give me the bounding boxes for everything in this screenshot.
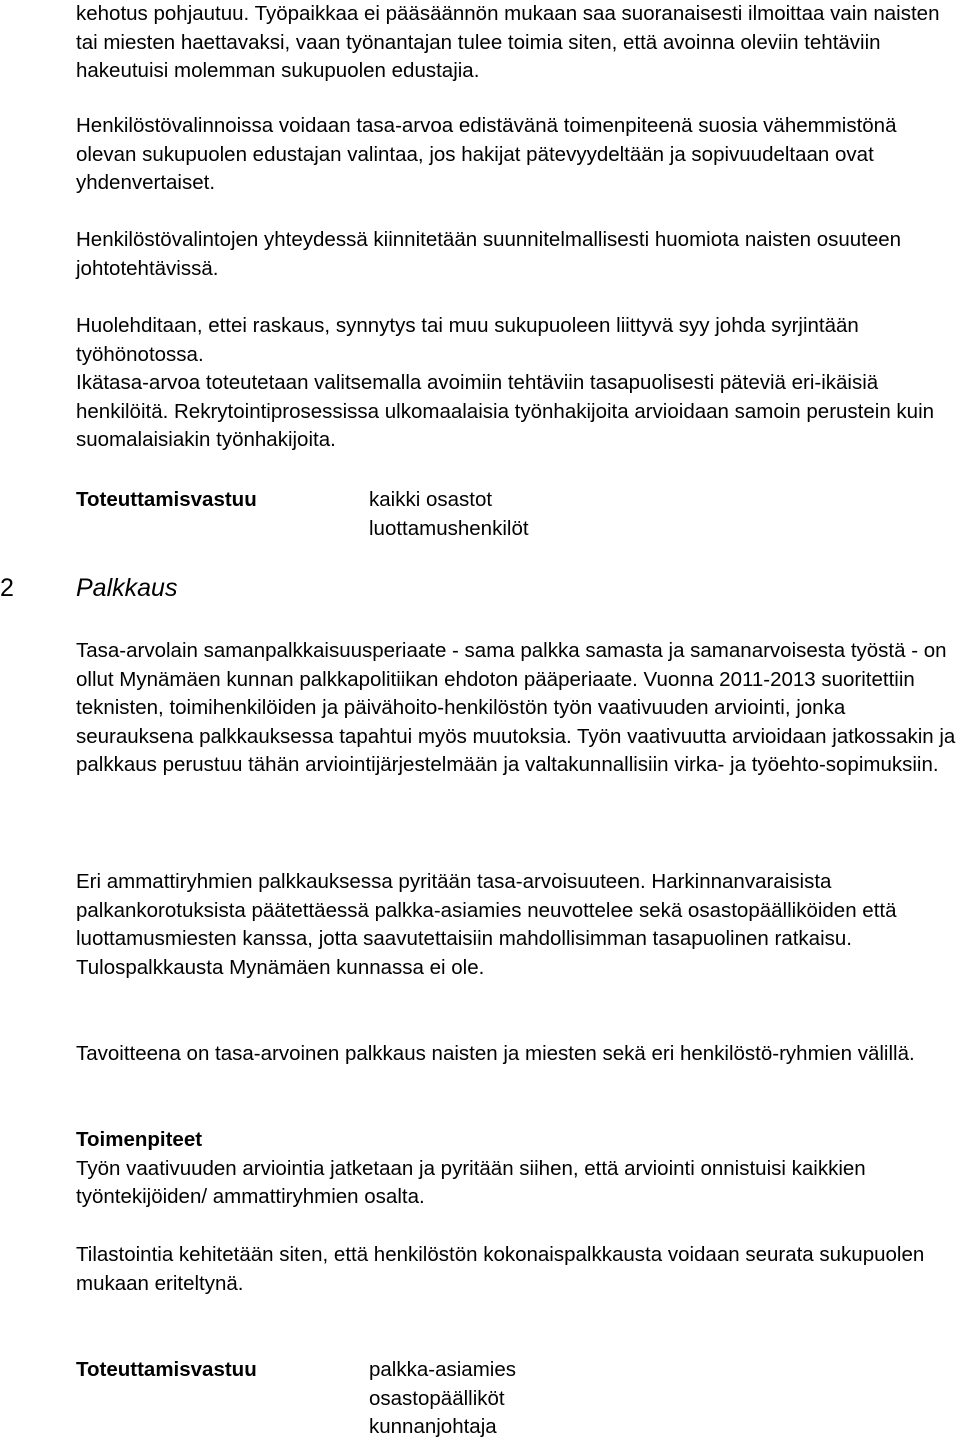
body-paragraph-5 [76, 1241, 956, 1298]
section-title: Palkkaus [76, 574, 178, 602]
measures-heading: Toimenpiteet [76, 1128, 203, 1151]
paragraph-text: Tasa-arvolain samanpalkkaisuusperiaate - sama palkka samasta ja samanarvoisesta työstä - on ollut Mynämäen kunnan palkkapolitiikan ehdoton pääperiaate. Vuonna 2011-2013 suoritettiin teknisten, toimihenkilöiden ja päivähoito-henkilöstön työn vaativuuden arviointi, jonka seurauksena palkkauksessa tapahtui myös muutoksia. Työn vaativuutta arvioidaan jatkossakin ja palkkaus perustuu tähän arviointijärjestelmään ja valtakunnallisiin virka- ja työehto-sopimuksiin. [76, 639, 956, 777]
paragraph-text: kehotus pohjautuu. Työpaikkaa ei pääsäännön mukaan saa suoranaisesti ilmoittaa vain naisten tai miesten haettavaksi, vaan työnantajan tulee toimia siten, että avoinna oleviin tehtäviin hakeutuisi molemman sukupuolen edustajia. [76, 2, 940, 83]
paragraph-text: Ikätasa-arvoa toteutetaan valitsemalla avoimiin tehtäviin tasapuolisesti päteviä eri-ikäisiä henkilöitä. Rekrytointiprosessissa ulkomaalaisia työnhakijoita arvioidaan samoin perustein kuin suomalaisiakin työnhakijoita. [76, 371, 935, 452]
intro-paragraph-1 [76, 0, 956, 86]
measures-block [76, 1126, 956, 1212]
responsibility-label: Toteuttamisvastuu [76, 488, 257, 511]
section-number: 2 [0, 574, 14, 602]
intro-paragraph-4 [76, 312, 956, 455]
intro-paragraph-3 [76, 226, 956, 283]
body-paragraph-2 [76, 868, 956, 982]
body-paragraph-3 [76, 1040, 956, 1069]
responsibility-values [369, 486, 529, 543]
body-paragraph-1 [76, 637, 956, 780]
paragraph-text: Huolehditaan, ettei raskaus, synnytys tai muu sukupuoleen liittyvä syy johda syrjintään työhönotossa. [76, 314, 859, 366]
paragraph-text: Henkilöstövalintojen yhteydessä kiinnitetään suunnitelmallisesti huomiota naisten osuuteen johtotehtävissä. [76, 228, 902, 280]
responsibility-values [369, 1356, 516, 1442]
paragraph-text: Tavoitteena on tasa-arvoinen palkkaus naisten ja miesten sekä eri henkilöstö-ryhmien välillä. [76, 1042, 915, 1065]
intro-paragraph-2 [76, 112, 956, 198]
responsibility-value: luottamushenkilöt [369, 516, 529, 540]
responsibility-value: kunnanjohtaja [369, 1415, 497, 1439]
responsibility-value: kaikki osastot [369, 488, 493, 511]
paragraph-text: Työn vaativuuden arviointia jatketaan ja pyritään siihen, että arviointi onnistuisi kaikkien työntekijöiden/ ammattiryhmien osalta. [76, 1156, 866, 1209]
paragraph-text: Tilastointia kehitetään siten, että henkilöstön kokonaispalkkausta voidaan seurata sukupuolen mukaan eriteltynä. [76, 1243, 925, 1295]
paragraph-text: Henkilöstövalinnoissa voidaan tasa-arvoa edistävänä toimenpiteenä suosia vähemmistönä olevan sukupuolen edustajan valintaa, jos hakijat pätevyydeltään ja sopivuudeltaan ovat yhdenvertaiset. [76, 114, 897, 195]
paragraph-text: Eri ammattiryhmien palkkauksessa pyritään tasa-arvoisuuteen. Harkinnanvaraisista palkankorotuksista päätettäessä palkka-asiamies neuvottelee sekä osastopäälliköiden että luottamusmiesten kanssa, jotta saavutettaisiin mahdollisimman tasapuolinen ratkaisu. Tulospalkkausta Mynämäen kunnassa ei ole. [76, 870, 897, 979]
responsibility-label: Toteuttamisvastuu [76, 1358, 257, 1381]
responsibility-value: palkka-asiamies [369, 1358, 516, 1381]
responsibility-value: osastopäälliköt [369, 1386, 505, 1410]
